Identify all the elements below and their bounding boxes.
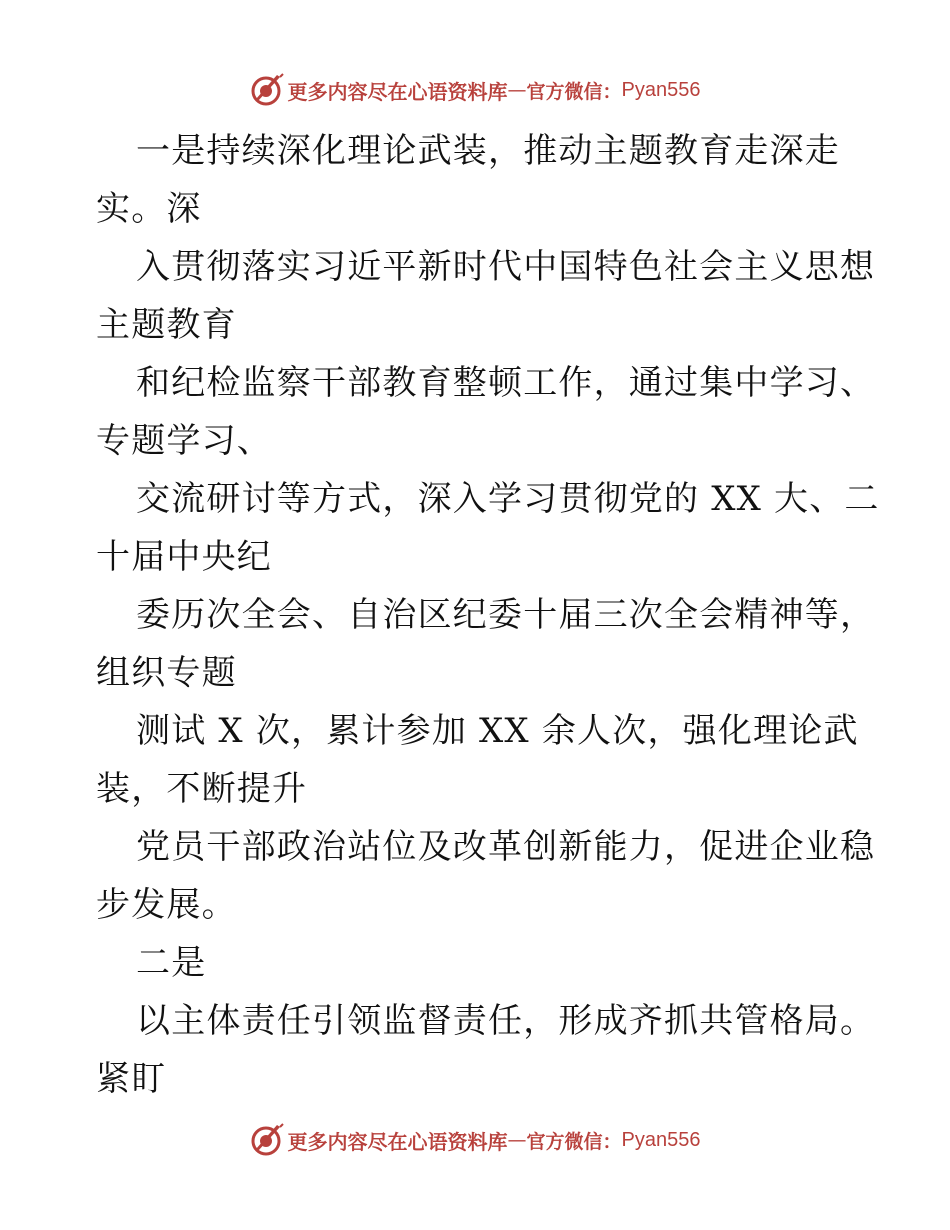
quill-logo-icon [250,1123,284,1157]
text-line: 以主体责任引领监督责任，形成齐抓共管格局。 [136,1001,876,1041]
text-line: 装，不断提升 [96,769,308,809]
document-body [96,122,880,1108]
text-line: 一是持续深化理论武装，推动主题教育走深走 [136,131,840,171]
text-line: 入贯彻落实习近平新时代中国特色社会主义思想 [136,247,876,287]
text-line: 步发展。 [96,885,237,925]
text-line: 交流研讨等方式，深入学习贯彻党的 XX 大、二 [136,479,880,519]
header-separator: — [507,79,527,101]
quill-logo-icon [250,73,284,107]
text-line: 和纪检监察干部教育整顿工作，通过集中学习、 [136,363,876,403]
text-line: 二是 [136,943,207,983]
text-line: 党员干部政治站位及改革创新能力，促进企业稳 [136,827,876,867]
text-line: 委历次全会、自治区纪委十届三次全会精神等， [136,595,876,635]
footer-wechat-label: 官方微信： [526,1130,622,1153]
header-brand-text: 更多内容尽在心语资料库 [287,79,508,104]
footer-brand-text: 更多内容尽在心语资料库 [287,1129,508,1154]
footer-separator: — [507,1129,527,1151]
footer-banner [0,1120,950,1160]
header-wechat-label: 官方微信： [526,80,622,103]
text-line: 测试 X 次，累计参加 XX 余人次，强化理论武 [136,711,859,751]
text-line: 实。深 [96,189,202,229]
text-line: 专题学习、 [96,421,272,461]
footer-wechat-id: Pyan556 [621,1128,701,1151]
header-banner [0,70,950,110]
header-wechat-id: Pyan556 [621,78,701,101]
text-line: 组织专题 [96,653,237,693]
text-line: 主题教育 [96,305,237,345]
text-line: 紧盯 [96,1059,167,1099]
text-line: 十届中央纪 [96,537,272,577]
